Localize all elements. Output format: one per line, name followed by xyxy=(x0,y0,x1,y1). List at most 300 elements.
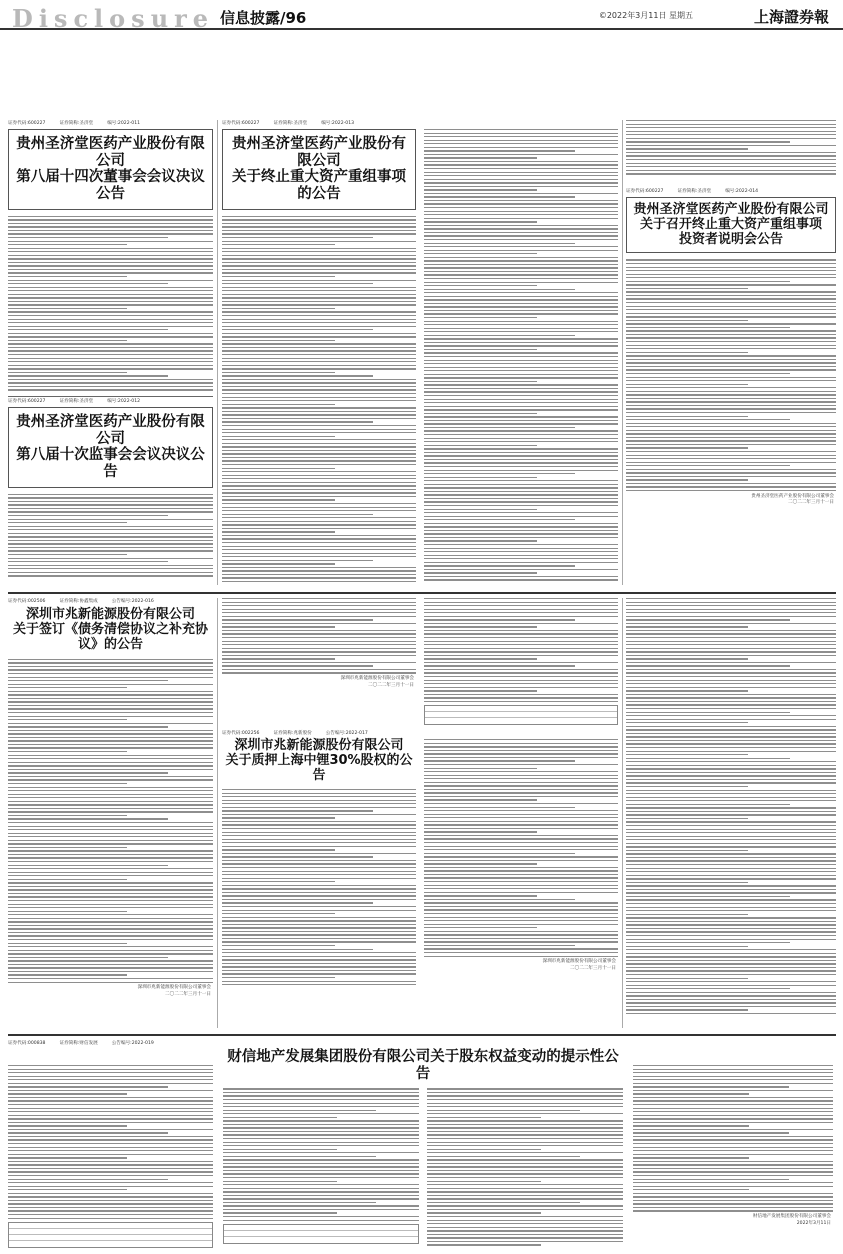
text-line xyxy=(222,365,416,366)
text-line xyxy=(626,281,790,282)
text-line xyxy=(8,543,213,544)
text-line xyxy=(222,630,416,631)
text-line xyxy=(8,911,127,912)
text-line xyxy=(424,630,618,631)
text-line xyxy=(424,430,618,431)
text-line xyxy=(633,1196,833,1197)
text-line xyxy=(8,1186,213,1187)
text-line xyxy=(633,1072,833,1073)
body-text xyxy=(8,1065,213,1219)
text-line xyxy=(8,1090,213,1091)
text-line xyxy=(424,196,575,197)
announcement-board-resolution xyxy=(8,120,213,392)
text-line xyxy=(633,1210,833,1211)
text-line xyxy=(427,1088,623,1089)
text-line xyxy=(8,918,213,919)
text-line xyxy=(222,949,373,950)
text-line xyxy=(8,276,127,277)
text-line xyxy=(424,803,618,804)
text-line xyxy=(8,529,213,530)
text-line xyxy=(626,651,836,652)
text-line xyxy=(626,479,748,480)
text-line xyxy=(8,701,213,702)
text-line xyxy=(633,1132,789,1133)
text-line xyxy=(8,751,127,752)
text-line xyxy=(626,676,836,677)
announcement-debt-agreement xyxy=(8,598,213,1028)
text-line xyxy=(222,641,416,642)
text-line xyxy=(626,701,836,702)
text-line xyxy=(626,970,836,971)
text-line xyxy=(626,924,836,925)
text-line xyxy=(222,308,335,309)
text-line xyxy=(8,857,213,858)
text-line xyxy=(626,807,836,808)
text-line xyxy=(424,757,618,758)
text-line xyxy=(8,932,213,933)
text-line xyxy=(633,1065,833,1066)
text-line xyxy=(424,427,575,428)
text-line xyxy=(222,881,335,882)
text-line xyxy=(626,743,836,744)
section-title: 信息披露/96 xyxy=(220,9,307,27)
text-line xyxy=(8,960,213,961)
text-line xyxy=(223,1131,419,1132)
text-line xyxy=(8,311,213,312)
text-line xyxy=(626,416,748,417)
text-line xyxy=(424,303,618,304)
text-line xyxy=(222,853,416,854)
text-line xyxy=(626,942,790,943)
text-line xyxy=(8,982,213,983)
text-line xyxy=(427,1159,623,1160)
text-line xyxy=(626,892,836,893)
text-line xyxy=(424,285,537,286)
text-line xyxy=(8,1210,213,1211)
text-line xyxy=(8,504,213,505)
text-line xyxy=(424,494,618,495)
text-line xyxy=(626,931,836,932)
text-line xyxy=(222,910,416,911)
text-line xyxy=(424,168,618,169)
text-line xyxy=(8,550,213,551)
text-line xyxy=(424,807,575,808)
text-line xyxy=(424,374,618,375)
newspaper-name: 上海證券報 xyxy=(753,8,829,26)
text-line xyxy=(626,683,836,684)
text-line xyxy=(222,567,416,568)
text-line xyxy=(223,1216,419,1217)
text-line xyxy=(8,540,213,541)
text-line xyxy=(222,290,416,291)
text-line xyxy=(8,758,213,759)
text-line xyxy=(8,740,213,741)
text-line xyxy=(8,783,127,784)
text-line xyxy=(626,138,836,139)
text-line xyxy=(626,433,836,434)
announcement-equity-pledge xyxy=(222,598,618,1028)
text-line xyxy=(424,917,618,918)
text-line xyxy=(222,411,416,412)
text-line xyxy=(626,687,836,688)
text-line xyxy=(8,1104,213,1105)
text-line xyxy=(424,313,618,314)
text-line xyxy=(223,1170,419,1171)
text-line xyxy=(222,644,416,645)
text-line xyxy=(8,326,213,327)
text-line xyxy=(626,758,790,759)
text-line xyxy=(223,1124,419,1125)
text-line xyxy=(424,335,575,336)
text-line xyxy=(424,274,618,275)
text-line xyxy=(223,1177,419,1178)
text-line xyxy=(424,445,537,446)
text-line xyxy=(424,473,575,474)
text-line xyxy=(427,1237,623,1238)
text-line xyxy=(626,173,836,174)
text-line xyxy=(222,287,416,288)
text-line xyxy=(222,535,416,536)
text-line xyxy=(8,865,168,866)
text-line xyxy=(626,712,790,713)
text-line xyxy=(222,602,416,603)
text-line xyxy=(626,985,836,986)
text-line xyxy=(424,810,618,811)
text-line xyxy=(424,828,618,829)
text-line xyxy=(222,878,416,879)
text-line xyxy=(424,799,537,800)
text-line xyxy=(222,244,335,245)
text-line xyxy=(424,641,618,642)
text-line xyxy=(424,416,618,417)
text-line xyxy=(424,399,618,400)
text-line xyxy=(626,605,836,606)
text-line xyxy=(8,501,213,502)
text-line xyxy=(633,1100,833,1101)
text-line xyxy=(626,469,836,470)
text-line xyxy=(427,1220,623,1221)
body-text xyxy=(222,216,416,585)
text-line xyxy=(424,239,618,240)
text-line xyxy=(8,744,213,745)
text-line xyxy=(626,768,836,769)
text-line xyxy=(222,521,416,522)
text-line xyxy=(222,429,416,430)
text-line xyxy=(427,1124,623,1125)
text-line xyxy=(424,306,618,307)
text-line xyxy=(222,407,416,408)
text-line xyxy=(424,384,618,385)
signature-block: 贵州圣济堂医药产业股份有限公司董事会 二〇二二年三月十一日 xyxy=(751,493,834,506)
text-line xyxy=(424,157,537,158)
text-line xyxy=(424,388,618,389)
text-line xyxy=(626,155,836,156)
text-line xyxy=(633,1079,833,1080)
text-line xyxy=(427,1127,623,1128)
text-line xyxy=(626,159,836,160)
text-line xyxy=(424,345,618,346)
text-line xyxy=(8,565,213,566)
text-line xyxy=(8,914,213,915)
text-line xyxy=(427,1106,623,1107)
text-line xyxy=(633,1086,789,1087)
body-text xyxy=(424,129,618,581)
text-line xyxy=(424,310,618,311)
text-line xyxy=(8,1182,213,1183)
text-line xyxy=(222,404,335,405)
text-line xyxy=(222,475,416,476)
text-line xyxy=(222,503,416,504)
text-line xyxy=(424,505,618,506)
text-line xyxy=(626,120,836,121)
text-line xyxy=(8,946,213,947)
text-line xyxy=(222,372,335,373)
text-line xyxy=(8,1150,213,1151)
text-line xyxy=(223,1163,419,1164)
text-line xyxy=(8,967,213,968)
text-line xyxy=(427,1209,623,1210)
text-line xyxy=(427,1110,580,1111)
text-line xyxy=(223,1088,419,1089)
text-line xyxy=(8,882,213,883)
text-line xyxy=(424,562,618,563)
text-line xyxy=(223,1117,337,1118)
text-line xyxy=(223,1145,419,1146)
text-line xyxy=(223,1106,419,1107)
text-line xyxy=(8,248,213,249)
text-line xyxy=(427,1113,623,1114)
text-line xyxy=(223,1138,419,1139)
text-line xyxy=(424,391,618,392)
body-text xyxy=(626,598,836,1014)
text-line xyxy=(424,462,618,463)
text-line xyxy=(222,528,416,529)
text-line xyxy=(626,896,790,897)
text-line xyxy=(424,860,618,861)
text-line xyxy=(8,691,213,692)
text-line xyxy=(626,878,836,879)
text-line xyxy=(626,412,836,413)
text-line xyxy=(8,1069,213,1070)
text-line xyxy=(427,1156,580,1157)
text-line xyxy=(222,329,373,330)
text-line xyxy=(8,365,213,366)
text-line xyxy=(626,145,836,146)
text-line xyxy=(427,1095,623,1096)
text-line xyxy=(8,787,213,788)
text-line xyxy=(8,847,127,848)
text-line xyxy=(8,1168,213,1169)
text-line xyxy=(8,1100,213,1101)
text-line xyxy=(8,1161,213,1162)
text-line xyxy=(427,1117,541,1118)
text-line xyxy=(8,708,213,709)
text-line xyxy=(8,290,213,291)
text-line xyxy=(222,651,416,652)
text-line xyxy=(626,366,836,367)
text-line xyxy=(8,808,213,809)
text-line xyxy=(626,630,836,631)
text-line xyxy=(626,148,748,149)
text-line xyxy=(424,540,537,541)
text-line xyxy=(626,729,836,730)
text-line xyxy=(626,804,790,805)
text-line xyxy=(8,669,213,670)
text-line xyxy=(222,237,373,238)
text-line xyxy=(222,280,416,281)
text-line xyxy=(8,829,213,830)
text-line xyxy=(8,1139,213,1140)
text-line xyxy=(223,1159,419,1160)
text-line xyxy=(222,906,416,907)
text-line xyxy=(424,356,618,357)
text-line xyxy=(424,203,618,204)
text-line xyxy=(427,1184,623,1185)
text-line xyxy=(222,920,416,921)
text-line xyxy=(223,1220,419,1221)
text-line xyxy=(8,558,213,559)
text-line xyxy=(424,267,618,268)
text-line xyxy=(626,999,836,1000)
text-line xyxy=(8,1171,213,1172)
text-line xyxy=(8,762,213,763)
signature-block: 深圳市兆新能源股份有限公司董事会 二〇二二年三月十一日 xyxy=(542,959,616,971)
text-line xyxy=(424,246,618,247)
text-line xyxy=(222,577,416,578)
text-line xyxy=(626,719,836,720)
text-line xyxy=(424,743,618,744)
text-line xyxy=(626,871,836,872)
text-line xyxy=(626,405,836,406)
text-line xyxy=(222,927,416,928)
text-line xyxy=(626,765,836,766)
text-line xyxy=(8,833,213,834)
text-line xyxy=(8,319,213,320)
text-line xyxy=(626,875,836,876)
text-line xyxy=(626,341,836,342)
text-line xyxy=(424,867,618,868)
text-line xyxy=(424,785,618,786)
text-line xyxy=(626,387,836,388)
text-line xyxy=(8,226,213,227)
text-line xyxy=(626,921,836,922)
text-line xyxy=(222,849,335,850)
text-line xyxy=(626,829,836,830)
text-line xyxy=(8,872,213,873)
text-line xyxy=(222,662,416,663)
text-line xyxy=(8,921,213,922)
text-line xyxy=(8,790,213,791)
text-line xyxy=(424,161,618,162)
text-line xyxy=(626,274,836,275)
text-line xyxy=(8,389,213,390)
text-line xyxy=(424,934,618,935)
announcement-title-line: 贵州圣济堂医药产业股份有限公司 xyxy=(633,201,829,217)
text-line xyxy=(8,1179,168,1180)
data-table xyxy=(424,705,618,725)
text-line xyxy=(8,1189,127,1190)
text-line xyxy=(222,453,416,454)
text-line xyxy=(222,478,416,479)
text-line xyxy=(626,447,748,448)
text-line xyxy=(424,609,618,610)
divider xyxy=(8,1034,836,1036)
text-line xyxy=(8,1111,213,1112)
text-line xyxy=(222,835,416,836)
text-line xyxy=(8,1118,213,1119)
text-line xyxy=(424,317,537,318)
text-line xyxy=(8,868,213,869)
text-line xyxy=(8,258,213,259)
text-line xyxy=(424,796,618,797)
text-line xyxy=(8,953,213,954)
text-line xyxy=(223,1092,419,1093)
announcement-meta: 证券代码:600227 证券简称:圣济堂 编号:2022-014 xyxy=(626,188,759,194)
text-line xyxy=(8,1203,213,1204)
text-line xyxy=(223,1202,376,1203)
text-line xyxy=(626,995,836,996)
text-line xyxy=(424,906,618,907)
text-line xyxy=(424,817,618,818)
text-line xyxy=(222,258,416,259)
text-line xyxy=(626,152,836,153)
text-line xyxy=(424,616,618,617)
text-line xyxy=(626,889,836,890)
text-line xyxy=(424,154,618,155)
text-line xyxy=(424,764,618,765)
text-line xyxy=(424,838,618,839)
text-line xyxy=(626,658,748,659)
text-line xyxy=(424,182,618,183)
text-line xyxy=(424,133,618,134)
text-line xyxy=(427,1216,623,1217)
text-line xyxy=(8,974,127,975)
text-line xyxy=(633,1189,749,1190)
text-line xyxy=(626,288,748,289)
text-line xyxy=(222,977,335,978)
text-line xyxy=(222,814,416,815)
text-line xyxy=(8,283,168,284)
text-line xyxy=(8,939,213,940)
text-line xyxy=(626,465,790,466)
text-line xyxy=(633,1122,833,1123)
text-line xyxy=(626,662,836,663)
text-line xyxy=(633,1150,833,1151)
text-line xyxy=(424,598,618,599)
text-line xyxy=(626,992,836,993)
text-line xyxy=(424,235,618,236)
text-line xyxy=(626,641,836,642)
text-line xyxy=(8,304,213,305)
text-line xyxy=(424,874,618,875)
text-line xyxy=(424,420,618,421)
text-line xyxy=(424,899,575,900)
text-line xyxy=(8,818,168,819)
text-line xyxy=(633,1154,833,1155)
text-line xyxy=(223,1120,419,1121)
text-line xyxy=(8,747,213,748)
title-box xyxy=(8,407,213,488)
text-line xyxy=(626,800,836,801)
text-line xyxy=(222,389,416,390)
text-line xyxy=(626,348,836,349)
text-line xyxy=(424,644,618,645)
text-line xyxy=(222,361,416,362)
text-line xyxy=(8,1129,213,1130)
text-line xyxy=(424,892,618,893)
text-line xyxy=(223,1205,419,1206)
text-line xyxy=(424,434,618,435)
